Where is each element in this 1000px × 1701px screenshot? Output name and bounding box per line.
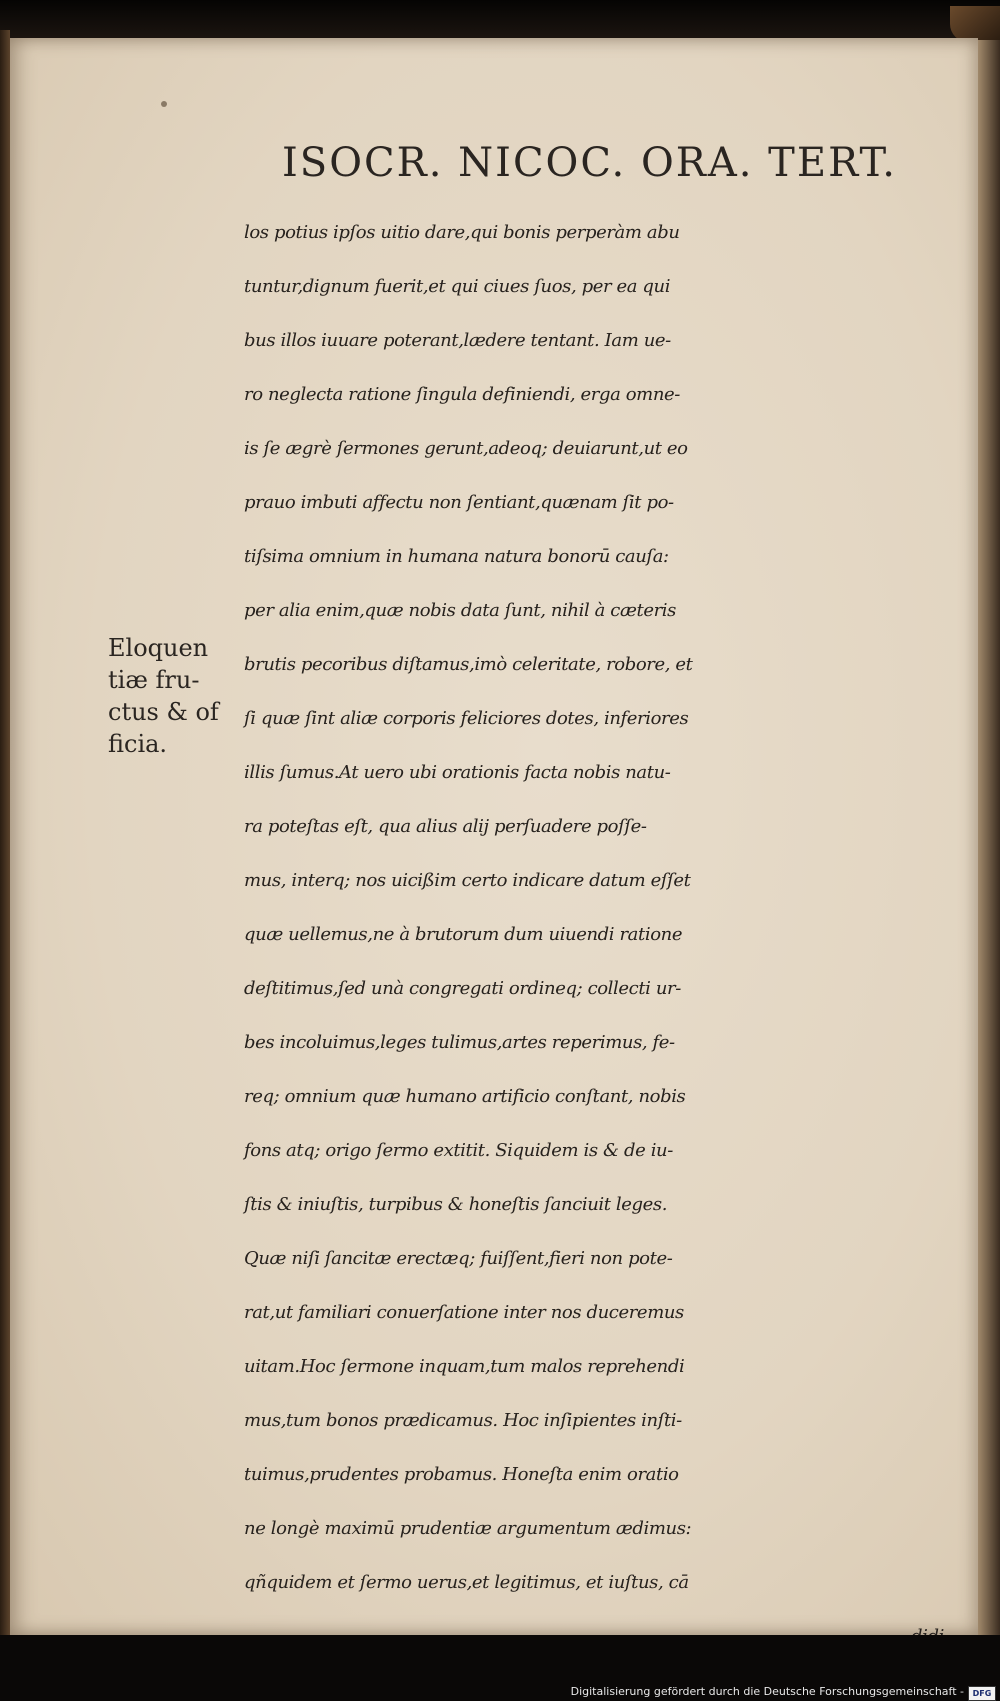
marginal-note-line: Eloquen <box>108 634 209 662</box>
dfg-logo: DFG <box>968 1686 996 1701</box>
text-line: ne longè maximū prudentiæ argumentum ædimus: <box>244 1518 692 1539</box>
marginal-note-line: ctus & of <box>108 698 219 726</box>
page-corner <box>950 6 1000 42</box>
text-line: mus, interq; nos uicißim certo indicare datum eſſet <box>244 870 691 891</box>
text-line: ro neglecta ratione ſingula definiendi, erga omne- <box>244 384 680 405</box>
marginal-note-line: ficia. <box>108 730 168 758</box>
book-spine <box>0 30 10 1640</box>
text-line: rat,ut familiari conuerſatione inter nos duceremus <box>244 1302 684 1323</box>
text-line: los potius ipſos uitio dare,qui bonis perperàm abu <box>244 222 680 243</box>
text-line: mus,tum bonos prædicamus. Hoc inſipientes inſti- <box>244 1410 682 1431</box>
text-line: Quæ niſi ſancitæ erectæq; fuiſſent,fieri non pote- <box>244 1248 673 1269</box>
marginal-note-line: tiæ fru- <box>108 666 200 694</box>
text-line: brutis pecoribus diſtamus,imò celeritate, robore, et <box>244 654 693 675</box>
text-line: ſi quæ ſint aliæ corporis feliciores dotes, inferiores <box>244 708 689 729</box>
text-line: bus illos iuuare poterant,lædere tentant. Iam ue- <box>244 330 671 351</box>
text-line: is ſe ægrè ſermones gerunt,adeoq; deuiarunt,ut eo <box>244 438 688 459</box>
text-line: per alia enim,quæ nobis data ſunt, nihil à cæteris <box>244 600 676 621</box>
ink-spot <box>161 101 167 107</box>
text-line: req; omnium quæ humano artificio conſtant, nobis <box>244 1086 686 1107</box>
running-header: ISOCR. NICOC. ORA. TERT. <box>282 140 897 186</box>
digitization-credit: Digitalisierung gefördert durch die Deutsche Forschungsgemeinschaft - <box>570 1685 964 1698</box>
scan-top-border <box>0 0 1000 40</box>
body-text-block <box>244 206 944 1664</box>
text-line: tuntur,dignum fuerit,et qui ciues ſuos, per ea qui <box>244 276 671 297</box>
text-line: ra poteſtas eſt, qua alius alij perſuadere poſſe- <box>244 816 647 837</box>
text-line: tiſsima omnium in humana natura bonorū cauſa: <box>244 546 669 567</box>
text-line: prauo imbuti affectu non ſentiant,quænam ſit po- <box>244 492 674 513</box>
text-line: qñquidem et ſermo uerus,et legitimus, et iuſtus, cā <box>244 1572 689 1593</box>
text-line: quæ uellemus,ne à brutorum dum uiuendi ratione <box>244 924 683 945</box>
marginal-note <box>108 632 238 760</box>
text-line: fons atq; origo ſermo extitit. Siquidem is & de iu- <box>244 1140 673 1161</box>
text-line: deſtitimus,ſed unà congregati ordineq; collecti ur- <box>244 978 681 999</box>
text-line: uitam.Hoc ſermone inquam,tum malos reprehendi <box>244 1356 685 1377</box>
text-line: illis ſumus.At uero ubi orationis facta nobis natu- <box>244 762 671 783</box>
text-line: bes incoluimus,leges tulimus,artes reperimus, fe- <box>244 1032 675 1053</box>
text-line: tuimus,prudentes probamus. Honeſta enim oratio <box>244 1464 679 1485</box>
text-line: ſtis & iniuſtis, turpibus & honeſtis ſanciuit leges. <box>244 1194 668 1215</box>
